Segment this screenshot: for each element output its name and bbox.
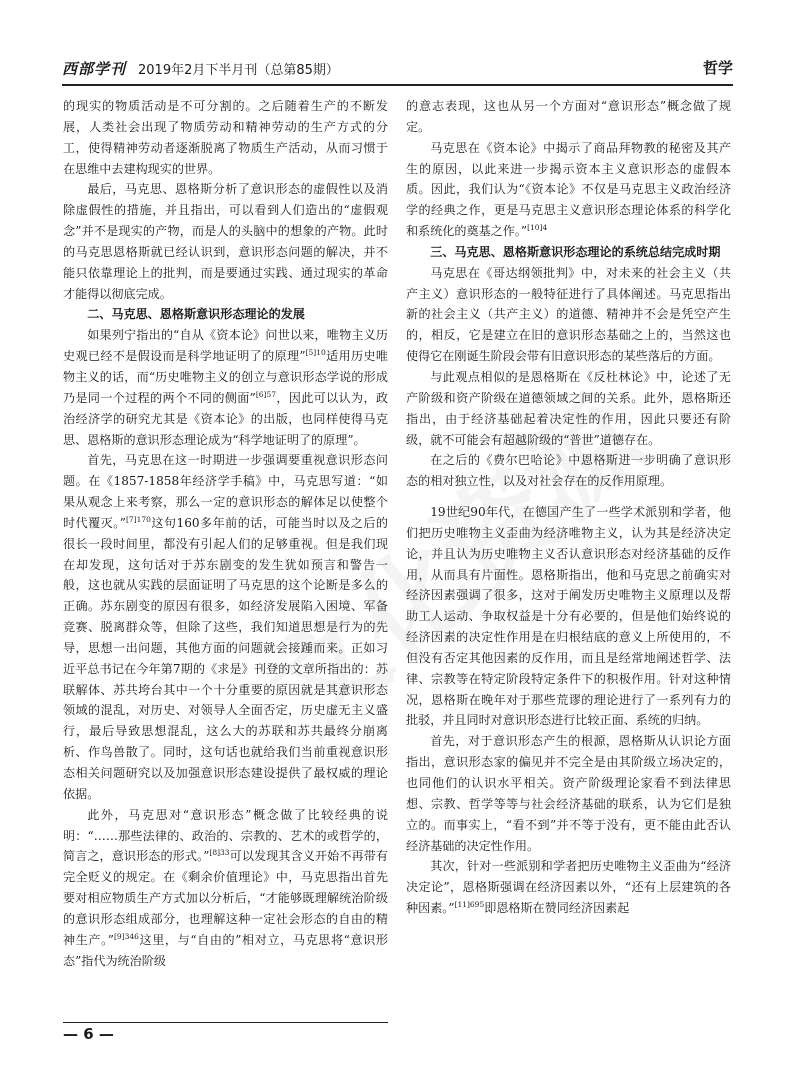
left-column [63,96,388,1016]
paragraph-text: 马克思在《资本论》中揭示了商品拜物教的秘密及其产生的原因，以此来进一步揭示资本主义意识形态的虚假本质。因此，我们认为“《资本论》不仅是马克思主义政治经济学的经典之作，更是马克思主义意识形态理论体系的科学化和系统化的奠基之作。” [406,140,731,239]
paragraph: 19世纪90年代，在德国产生了一些学术派别和学者，他们把历史唯物主义歪曲为经济唯物主义，认为其是经济决定论，并且认为历史唯物主义否认意识形态对经济基础的反作用，从而具有片面性。恩格斯指出，他和马克思之前确实对经济因素强调了很多，这对于阐发历史唯物主义原理以及帮助工人运动、争取权益是十分有必要的，但是他们始终说的经济因素的决定性作用是在归根结底的意义上所使用的，不但没有否定其他因素的反作用，而且是经常地阐述哲学、法律、宗教等在特定阶段特定条件下的积极作用。针对这种情况，恩格斯在晚年对于那些荒谬的理论进行了一系列有力的批驳，并且同时对意识形态进行比较正面、系统的归纳。 [406,505,731,728]
paragraph-text: 可以发现其含义开始不再带有完全贬义的规定。在《剩余价值理论》中，马克思指出首先要对相应物质生产方式加以分析后，“才能够既理解统治阶级的意识形态组成部分，也理解这种一定社会形态的自由的精神生产。” [63,849,388,947]
page-number: — 6 — [63,1025,114,1043]
paragraph: 的意志表现，这也从另一个方面对“意识形态”概念做了规定。 [406,99,731,134]
citation-ref: [7]170 [125,514,151,524]
paragraph [63,805,388,972]
right-column [406,96,731,1016]
paragraph-text: 这句160多年前的话，可能当时以及之后的很长一段时间里，都没有引起人们的足够重视。但是我们现在却发现，这句话对于苏东剧变的发生犹如预言和警告一般，这也就从实践的层面证明了马克思的这个论断是多么的正确。苏东剧变的原因有很多，如经济发展陷入困境、军备竞赛、脱离群众等，但除了这些，我们知道思想是行为的先导，思想一出问题，其他方面的问题就会接踵而来。正如习近平总书记在今年第7期的《求是》刊登的文章所指出的：苏联解体、苏共垮台其中一个十分重要的原因就是其意识形态领域的混乱，对历史、对领导人全面否定，历史虚无主义盛行，最后导致思想混乱，这么大的苏联和苏共最终分崩离析、作鸟兽散了。同时，这句话也就给我们当前重视意识形态相关问题研究以及加强意识形态建设提供了最权威的理论依据。 [63,515,388,801]
paragraph [63,325,388,450]
citation-ref: [9]346 [113,931,139,941]
paragraph-text: 如果列宁指出的“自从《资本论》问世以来，唯物主义历史观已经不是假设而是科学地证明了的原理” [63,328,388,364]
paragraph-text: 这里，与“自由的”相对立，马克思将“意识形态”指代为统治阶级 [63,932,388,968]
paragraph [406,138,731,242]
paragraph: 最后，马克思、恩格斯分析了意识形态的虚假性以及消除虚假性的措施，并且指出，可以看到人们造出的“虚假观念”并不是现实的产物，而是人的头脑中的想象的产物。此时的马克思恩格斯就已经认识到，意识形态问题的解决，并不能只依靠理论上的批判，而是要通过实践、通过现实的革命才能得以彻底完成。 [63,182,388,301]
paragraph: 在之后的《费尔巴哈论》中恩格斯进一步明确了意识形态的相对独立性，以及对社会存在的反作用原理。 [406,453,731,489]
citation-ref: [6]57 [255,389,276,399]
paragraph [406,856,731,919]
paragraph [63,450,388,804]
paragraph-text: 其次，针对一些派别和学者把历史唯物主义歪曲为“经济决定论”，恩格斯强调在经济因素以外，“还有上层建筑的各种因素。” [406,859,731,916]
journal-logo: 西部学刊 [62,60,127,78]
paragraph-text: 适用历史唯物主义的话，而“历史唯物主义的创立与意识形态学说的形成乃是同一个过程的两个不同的侧面” [63,349,388,405]
citation-ref: [11]695 [454,900,485,910]
issue-info: 2019年2月下半月刊（总第85期） [138,63,339,78]
paragraph-text: 此外，马克思对“意识形态”概念做了比较经典的说明：“……那些法律的、政治的、宗教的、艺术的或哲学的，简言之，意识形态的形式。” [63,807,388,864]
paragraph-text: ，因此可以认为，政治经济学的研究尤其是《资本论》的出版，也同样使得马克思、恩格斯的意识形态理论成为“科学地证明了的原理”。 [63,390,388,447]
section-heading: 三、马克思、恩格斯意识形态理论的系统总结完成时期 [430,244,721,259]
paragraph-text: 即恩格斯在赞同经济因素起 [484,901,630,916]
citation-ref: [10]4 [527,223,548,233]
citation-ref: [8]33 [209,848,230,858]
paragraph: 与此观点相似的是恩格斯在《反杜林论》中，论述了无产阶级和资产阶级在道德领域之间的关系。此外，恩格斯还指出，由于经济基础起着决定性的作用，因此只要还有阶级，就不可能会有超越阶级的“普世”道德存在。 [406,369,731,447]
citation-ref: [5]10 [305,348,326,358]
page-header [62,54,733,86]
section-label: 哲学 [702,59,733,77]
paragraph: 马克思在《哥达纲领批判》中，对未来的社会主义（共产主义）意识形态的一般特征进行了具体阐述。马克思指出新的社会主义（共产主义）的道德、精神并不会是凭空产生的，相反，它是建立在旧的意识形态基础之上的，当然这也使得它在刚诞生阶段会带有旧意识形态的某些落后的方面。 [406,265,731,364]
page-footer [63,1022,388,1043]
paragraph: 的现实的物质活动是不可分割的。之后随着生产的不断发展，人类社会出现了物质劳动和精神劳动的生产方式的分工，使得精神劳动者逐渐脱离了物质生产活动，从而习惯于在思维中去建构现实的世界。 [63,99,388,176]
section-heading: 二、马克思、恩格斯意识形态理论的发展 [87,307,305,322]
paragraph-text: 首先，马克思在这一时期进一步强调要重视意识形态问题。在《1857-1858年经济学手稿》中，马克思写道：“如果从观念上来考察，那么一定的意识形态的解体足以使整个时代覆灭。” [63,453,388,530]
paragraph: 首先，对于意识形态产生的根源，恩格斯从认识论方面指出，意识形态家的偏见并不完全是由其阶级立场决定的，也同他们的认识水平相关。资产阶级理论家看不到法律思想、宗教、哲学等等与社会经济基础的联系，认为它们是独立的。而事实上，“看不到”并不等于没有，更不能由此否认经济基础的决定性作用。 [406,734,731,853]
